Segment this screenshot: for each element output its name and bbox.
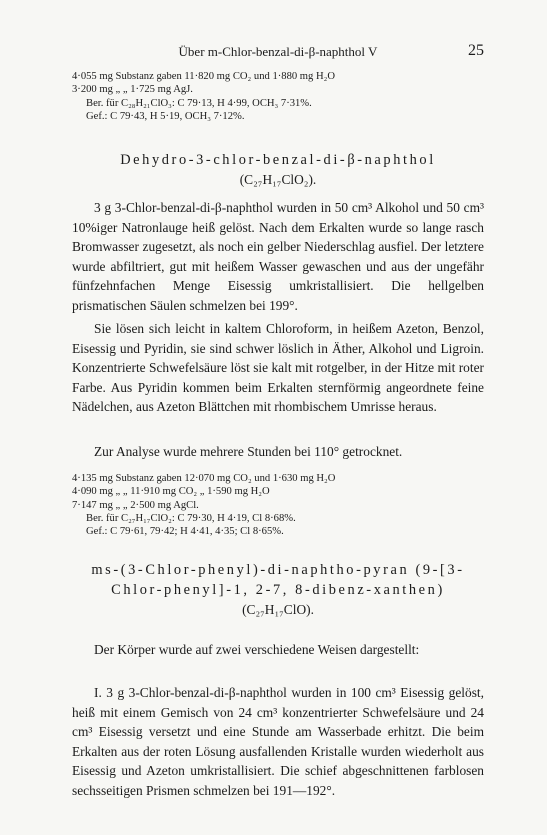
page-number: 25	[468, 42, 484, 59]
found-line: Gef.: C 79·61, 79·42; H 4·41, 4·35; Cl 8·65%.	[86, 526, 284, 538]
paragraph: I. 3 g 3-Chlor-benzal-di-β-naphthol wurden in 100 cm³ Eisessig gelöst, heiß mit einem Gemisch von 24 cm³ konzentrierter Schwefelsäure und 24 cm³ Eisessig versetzt und eine Stunde am Wasserbade erhitzt. Die beim Erkalten aus der roten Lösung ausfallenden Kristalle wurden wiederholt aus Eisessig und Azeton umkristallisiert. Die schief abgeschnittenen farblosen sechsseitigen Prismen schmelzen bei 191—192°.	[72, 685, 484, 798]
analysis-block-2	[72, 472, 484, 538]
analysis-line: 3·200 mg „ „ 1·725 mg AgJ.	[72, 84, 193, 96]
found-line: Gef.: C 79·43, H 5·19, OCH₃ 7·12%.	[86, 110, 245, 122]
paragraph: Zur Analyse wurde mehrere Stunden bei 110° getrocknet.	[94, 444, 403, 459]
analysis-line: 4·055 mg Substanz gaben 11·820 mg CO₂ und 1·880 mg H₂O	[72, 71, 335, 82]
paragraph: Der Körper wurde auf zwei verschiedene Weisen dargestellt:	[94, 642, 420, 657]
analysis-line: 7·147 mg „ „ 2·500 mg AgCl.	[72, 499, 199, 511]
paragraph: 3 g 3-Chlor-benzal-di-β-naphthol wurden in 50 cm³ Alkohol und 50 cm³ 10%iger Natronlauge heiß gelöst. Nach dem Erkalten wurde so lange rasch Bromwasser zugesetzt, als noch ein gelber Niederschlag ausfiel. Der letztere wurde abfiltriert, gut mit heißem Wasser gewaschen und aus der ungefähr fünfzehnfachen Menge Eisessig umkristallisiert. Die hellgelben prismatischen Säulen schmelzen bei 199°.	[72, 200, 484, 313]
paragraph: Sie lösen sich leicht in kaltem Chloroform, in heißem Azeton, Benzol, Eisessig und Pyridin, sie sind schwer löslich in Äther, Alkohol und Ligroin. Konzentrierte Schwefelsäure löst sie kalt mit rotgelber, in der Hitze mit roter Farbe. Aus Pyridin kommen beim Erkalten sternförmig angeordnete feine Nädelchen, aus Azeton Blättchen mit rhombischem Umrisse heraus.	[72, 321, 484, 415]
section-heading-1	[72, 150, 484, 190]
section-title: Dehydro-3-chlor-benzal-di-β-naphthol	[120, 152, 436, 168]
section-title-line-2: Chlor-phenyl]-1, 2-7, 8-dibenz-xanthen)	[111, 582, 445, 598]
section-heading-2	[72, 560, 484, 620]
section-formula: (C₂₇H₁₇ClO).	[242, 602, 314, 617]
analysis-line: 4·135 mg Substanz gaben 12·070 mg CO₂ und 1·630 mg H₂O	[72, 473, 336, 484]
section-title-line-1: ms-(3-Chlor-phenyl)-di-naphtho-pyran (9-[3-	[91, 562, 465, 578]
running-title: Über m-Chlor-benzal-di-β-naphthol V	[178, 44, 378, 59]
calculated-line: Ber. für C₂₇H₁₇ClO₂: C 79·30, H 4·19, Cl 8·68%.	[86, 512, 296, 524]
analysis-line: 4·090 mg „ „ 11·910 mg CO₂ „ 1·590 mg H₂O	[72, 486, 270, 498]
page-header	[72, 44, 484, 62]
section-formula: (C₂₇H₁₇ClO₂).	[239, 172, 317, 187]
calculated-line: Ber. für C₂₈H₂₁ClO₃: C 79·13, H 4·99, OCH₃ 7·31%.	[86, 97, 312, 109]
analysis-block-1	[72, 70, 484, 123]
